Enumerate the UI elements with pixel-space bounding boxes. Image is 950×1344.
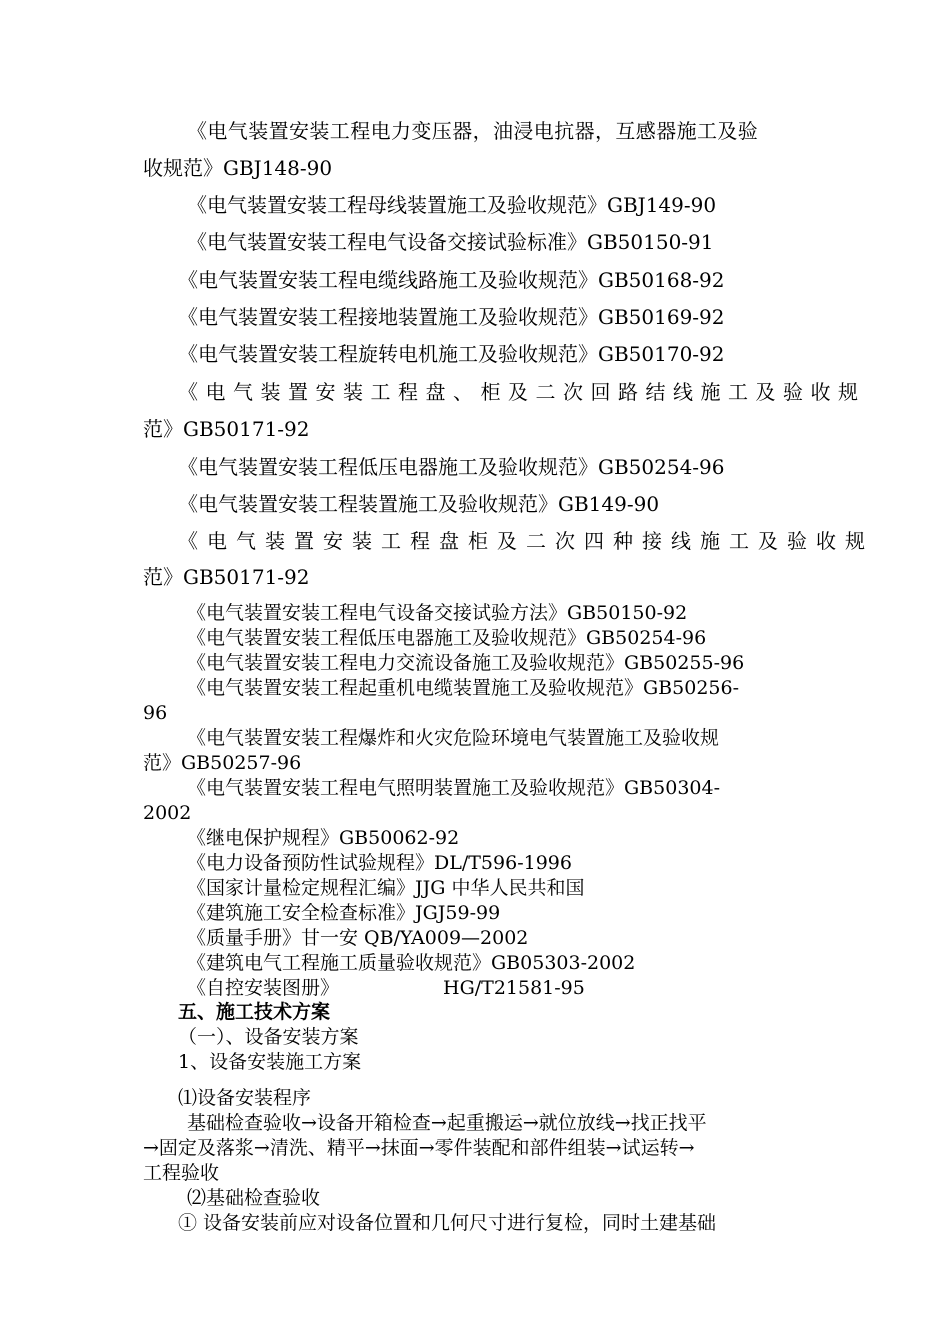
text-line: 《电气装置安装工程电气照明装置施工及验收规范》GB50304- xyxy=(187,777,721,799)
text-line: 《电力设备预防性试验规程》DL/T596-1996 xyxy=(187,852,572,874)
text-line: 《电气装置安装工程低压电器施工及验收规范》GB50254-96 xyxy=(178,455,725,479)
subsection-heading: （一）、设备安装方案 xyxy=(178,1026,359,1048)
text-line: 《电气装置安装工程接地装置施工及验收规范》GB50169-92 xyxy=(178,305,725,329)
text-line: 《电气装置安装工程电力交流设备施工及验收规范》GB50255-96 xyxy=(187,652,745,674)
text-line: 《继电保护规程》GB50062-92 xyxy=(187,827,460,849)
text-line: 范》GB50171-92 xyxy=(143,417,310,441)
text-line: 收规范》GBJ148-90 xyxy=(143,156,333,180)
text-line: 《电气装置安装工程装置施工及验收规范》GB149-90 xyxy=(178,492,660,516)
text-line: 工程验收 xyxy=(143,1162,220,1184)
text-line: 《电气装置安装工程爆炸和火灾危险环境电气装置施工及验收规 xyxy=(187,727,720,749)
subsection-heading: 1、设备安装施工方案 xyxy=(178,1051,362,1073)
text-line: 《电气装置安装工程电气设备交接试验方法》GB50150-92 xyxy=(187,602,688,624)
text-line: →固定及落浆→清洗、精平→抹面→零件装配和部件组装→试运转→ xyxy=(143,1137,695,1159)
text-line: 《自控安装图册》 xyxy=(187,977,340,999)
text-line: 范》GB50171-92 xyxy=(143,565,310,589)
text-line: HG/T21581-95 xyxy=(443,977,585,999)
text-line: 2002 xyxy=(143,802,192,824)
text-line: 《电气装置安装工程母线装置施工及验收规范》GBJ149-90 xyxy=(187,193,717,217)
text-line: 《质量手册》甘一安 QB/YA009—2002 xyxy=(187,927,529,949)
text-line: 96 xyxy=(143,702,168,724)
section-heading: 五、施工技术方案 xyxy=(178,1001,331,1023)
text-line: 《国家计量检定规程汇编》JJG 中华人民共和国 xyxy=(187,877,585,899)
text-line: 《电气装置安装工程盘、柜及二次回路结线施工及验收规 xyxy=(178,380,866,404)
text-line: 《电气装置安装工程电缆线路施工及验收规范》GB50168-92 xyxy=(178,268,725,292)
text-line: 《电气装置安装工程低压电器施工及验收规范》GB50254-96 xyxy=(187,627,707,649)
text-line: 《建筑施工安全检查标准》JGJ59-99 xyxy=(187,902,501,924)
text-line: ⑵基础检查验收 xyxy=(187,1187,321,1209)
text-line: 《电气装置安装工程电力变压器，油浸电抗器，互感器施工及验 xyxy=(187,119,759,143)
text-line: 《电气装置安装工程旋转电机施工及验收规范》GB50170-92 xyxy=(178,342,725,366)
text-line: 《电气装置安装工程起重机电缆装置施工及验收规范》GB50256- xyxy=(187,677,740,699)
text-line: ① 设备安装前应对设备位置和几何尺寸进行复检，同时土建基础 xyxy=(178,1212,717,1234)
text-line: 范》GB50257-96 xyxy=(143,752,302,774)
text-line: 基础检查验收→设备开箱检查→起重搬运→就位放线→找正找平 xyxy=(187,1112,707,1134)
text-line: 《电气装置安装工程盘柜及二次四种接线施工及验收规 xyxy=(178,529,874,553)
text-line: ⑴设备安装程序 xyxy=(178,1087,312,1109)
text-line: 《建筑电气工程施工质量验收规范》GB05303-2002 xyxy=(187,952,636,974)
text-line: 《电气装置安装工程电气设备交接试验标准》GB50150-91 xyxy=(187,230,714,254)
